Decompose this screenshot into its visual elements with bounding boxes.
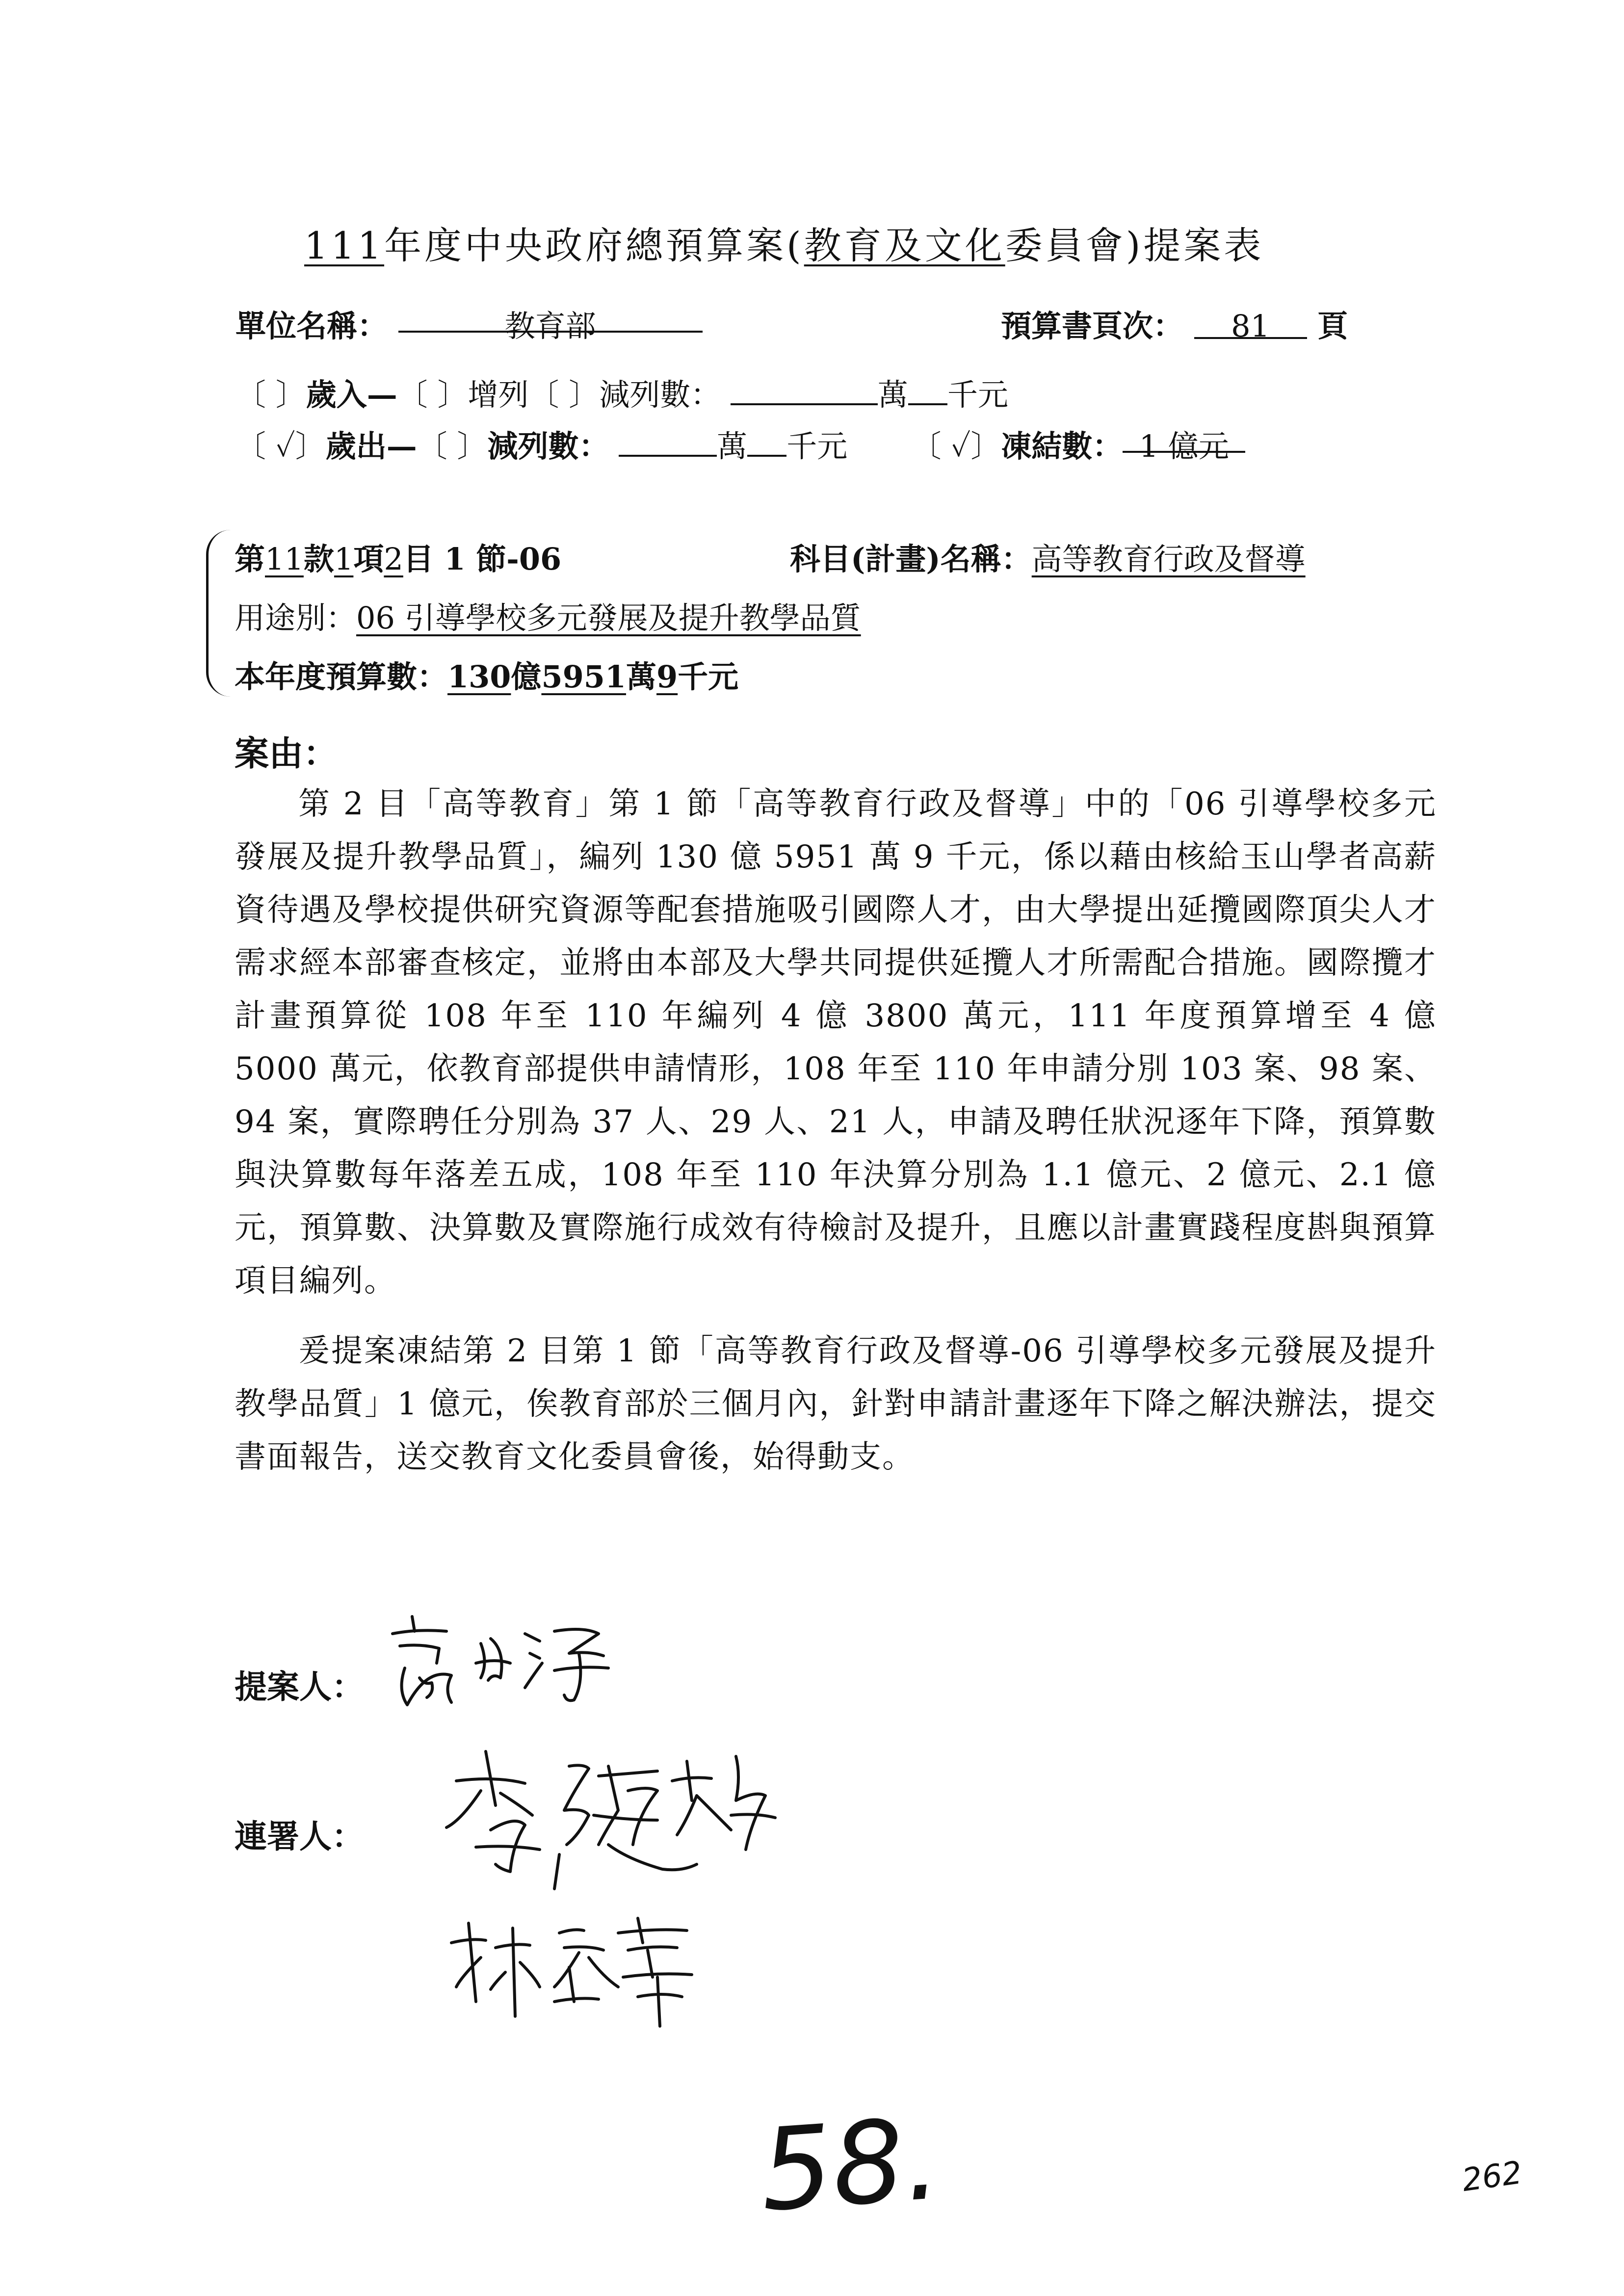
item-kuan: 11	[265, 541, 304, 577]
title-year: 111	[304, 224, 385, 267]
expense-decrease-label: 減列數：	[487, 428, 609, 464]
revenue-qianyuan: 千元	[947, 377, 1008, 413]
reason-paragraph-1: 第 2 目「高等教育」第 1 節「高等教育行政及督導」中的「06 引導學校多元發展及提升教學品質」，編列 130 億 5951 萬 9 千元，係以藉由核給玉山學者高薪資待遇及學校提供研究資源等配套措施吸引國際人才，由大學提出延攬國際頂尖人才需求經本部審查核定，並將由本部及大學共同提供延攬人才所需配合措施。國際攬才計畫預算從 108 年至 110 年編列 4 億 3800 萬元，111 年度預算增至 4 億 5000 萬元，依教育部提供申請情形，108 年至 110 年申請分別 103 案、98 案、94 案，實際聘任分別為 37 人、29 人、21 人，申請及聘任狀況逐年下降，預算數與決算數每年落差五成，108 年至 110 年決算分別為 1.1 億元、2 億元、2.1 億元，預算數、決算數及實際施行成效有待檢討及提升，且應以計畫實踐程度斟與預算項目編列。	[235, 786, 1437, 1299]
revenue-decrease-checkbox: 〔 〕	[528, 377, 600, 413]
budget-page-label: 預算書頁次：	[1001, 308, 1184, 344]
document-title	[304, 216, 1264, 269]
title-committee: 教育及文化	[804, 224, 1005, 267]
item-xiang-label: 項	[353, 541, 384, 577]
item-xiang: 1	[334, 541, 354, 577]
unit-value: 教育部	[398, 302, 703, 333]
subject-value: 高等教育行政及督導	[1031, 541, 1306, 577]
proposer-signature	[378, 1604, 633, 1712]
expense-qianyuan: 千元	[786, 428, 848, 464]
budget-yi-label: 億	[511, 659, 542, 695]
expense-label: 歲出—	[325, 428, 417, 464]
expense-qian-blank	[747, 426, 786, 457]
revenue-wan-blank	[731, 374, 878, 405]
page-number: 262	[1460, 2154, 1524, 2199]
item-bracket	[206, 530, 238, 697]
revenue-increase-label: 增列	[468, 377, 529, 413]
cosigner-signature-2-drawing	[442, 1904, 756, 2031]
expense-wan-blank	[619, 426, 717, 457]
revenue-checkbox: 〔 〕	[236, 377, 306, 413]
item-prefix: 第	[235, 541, 265, 577]
reason-paragraph-2: 爰提案凍結第 2 目第 1 節「高等教育行政及督導-06 引導學校多元發展及提升教學品質」1 億元，俟教育部於三個月內，針對申請計畫逐年下降之解決辦法，提交書面報告，送交教育文化委員會後，始得動支。	[235, 1333, 1437, 1475]
expense-checkbox: 〔 ✓〕	[236, 428, 326, 464]
cosigner-signature-2	[442, 1904, 756, 2031]
cosigner-signature-1	[442, 1747, 795, 1894]
budget-qian-label: 千元	[678, 659, 739, 695]
budget-wan-label: 萬	[626, 659, 657, 695]
subject-label: 科目(計畫)名稱：	[790, 541, 1032, 577]
revenue-label: 歲入—	[306, 377, 397, 413]
cosigner-signature-1-drawing	[442, 1747, 795, 1894]
revenue-qian-blank	[908, 374, 947, 405]
subject-line	[790, 535, 1306, 578]
usage-label: 用途別：	[235, 600, 357, 636]
title-part1: 年度中央政府總預算案(	[384, 224, 804, 267]
budget-label: 本年度預算數：	[235, 659, 448, 695]
expense-row	[236, 422, 1245, 466]
revenue-increase-checkbox: 〔 〕	[397, 377, 468, 413]
freeze-value: 1 億元	[1123, 422, 1245, 453]
budget-page-value: 81	[1194, 308, 1307, 339]
unit-row	[236, 302, 703, 345]
revenue-wan: 萬	[877, 377, 908, 413]
usage-value: 06 引導學校多元發展及提升教學品質	[356, 600, 861, 636]
usage-line	[235, 594, 861, 637]
title-part2: 委員會)提案表	[1005, 224, 1264, 267]
reason-heading: 案由：	[235, 733, 338, 774]
unit-label: 單位名稱：	[236, 308, 388, 344]
expense-wan: 萬	[717, 428, 748, 464]
budget-page-suffix: 頁	[1317, 308, 1348, 344]
budget-yi: 130	[447, 659, 511, 695]
revenue-row	[236, 370, 1008, 414]
proposer-label: 提案人：	[235, 1668, 364, 1706]
revenue-decrease-label: 減列數：	[599, 377, 721, 413]
handwritten-number: 58.	[756, 2093, 944, 2237]
expense-decrease-checkbox: 〔 〕	[417, 428, 488, 464]
item-kuan-label: 款	[303, 541, 334, 577]
item-mu-label: 目 1 節-06	[403, 541, 562, 577]
budget-line	[235, 652, 738, 696]
item-line	[235, 535, 561, 578]
item-mu: 2	[384, 541, 403, 577]
budget-qian: 9	[656, 659, 678, 695]
cosigner-label: 連署人：	[235, 1817, 364, 1855]
freeze-checkbox: 〔 ✓〕	[911, 428, 1001, 464]
budget-page-row	[1001, 302, 1348, 345]
freeze-label: 凍結數：	[1001, 428, 1123, 464]
budget-wan: 5951	[541, 659, 627, 695]
proposer-signature-drawing	[378, 1604, 633, 1712]
